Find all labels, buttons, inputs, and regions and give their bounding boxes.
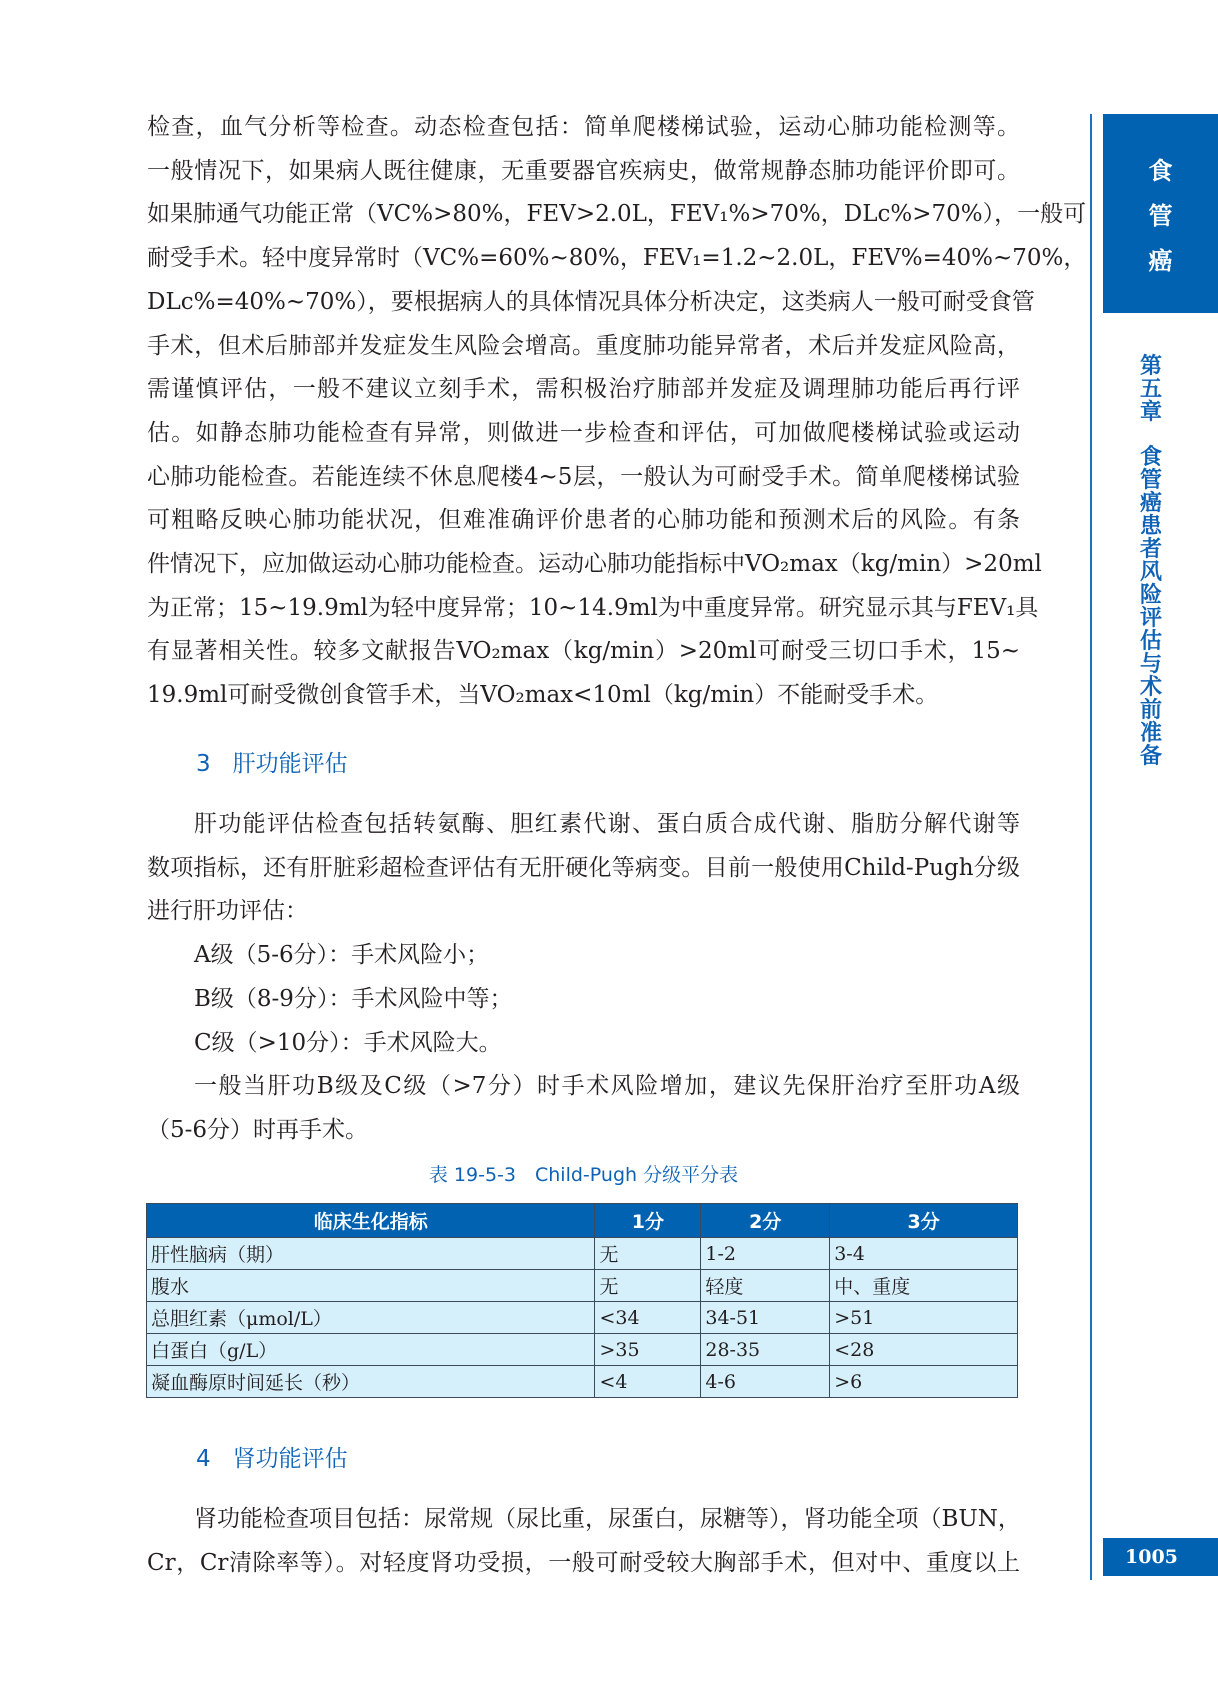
- table-cell: 无: [595, 1270, 701, 1302]
- text-line: 进行肝功评估：: [147, 898, 308, 925]
- table-cell: <4: [595, 1366, 701, 1398]
- section-heading-kidney: 4 肾功能评估: [196, 1446, 348, 1472]
- table-cell: <34: [595, 1302, 701, 1334]
- chapter-number: 第五章: [1139, 353, 1162, 425]
- table-row: [147, 1270, 1018, 1302]
- chapter-running-head: [1136, 355, 1166, 768]
- table-cell: 白蛋白（g/L）: [147, 1334, 595, 1366]
- table-cell: 34-51: [701, 1302, 830, 1334]
- table-cell: 中、重度: [830, 1270, 1018, 1302]
- book-title-tab: [1103, 114, 1218, 313]
- text-line: B级（8-9分）：手术风险中等；: [194, 985, 513, 1012]
- table-cell: >51: [830, 1302, 1018, 1334]
- table-cell: 肝性脑病（期）: [147, 1238, 595, 1270]
- table-cell: 无: [595, 1238, 701, 1270]
- table-cell: 1-2: [701, 1238, 830, 1270]
- table-cell: 腹水: [147, 1270, 595, 1302]
- text-line: 如果肺通气功能正常（VC%>80%，FEV>2.0L，FEV₁%>70%，DLc%>70%），一般可: [147, 201, 1087, 228]
- text-line: 一般情况下，如果病人既往健康，无重要器官疾病史，做常规静态肺功能评价即可。: [147, 157, 1020, 184]
- table-cell: >6: [830, 1366, 1018, 1398]
- text-line: 肾功能检查项目包括：尿常规（尿比重，尿蛋白，尿糖等），肾功能全项（BUN，: [194, 1506, 1021, 1532]
- text-line: Cr，Cr清除率等）。对轻度肾功受损，一般可耐受较大胸部手术，但对中、重度以上: [147, 1549, 1020, 1576]
- text-line: 件情况下，应加做运动心肺功能检查。运动心肺功能指标中VO₂max（kg/min）>20ml: [147, 551, 1042, 577]
- chapter-title: 食管癌患者风险评估与术前准备: [1139, 444, 1162, 769]
- text-line: 一般当肝功B级及C级（>7分）时手术风险增加，建议先保肝治疗至肝功A级: [194, 1073, 1020, 1100]
- text-line: （5-6分）时再手术。: [147, 1116, 369, 1143]
- col-header: 临床生化指标: [147, 1204, 595, 1238]
- text-line: DLc%=40%~70%），要根据病人的具体情况具体分析决定，这类病人一般可耐受食管: [147, 288, 1035, 315]
- table-row: [147, 1238, 1018, 1270]
- text-line: 检查，血气分析等检查。动态检查包括：简单爬楼梯试验，运动心肺功能检测等。: [147, 114, 1020, 140]
- text-line: A级（5-6分）：手术风险小；: [194, 942, 490, 969]
- text-line: C级（>10分）：手术风险大。: [194, 1029, 502, 1056]
- table-cell: >35: [595, 1334, 701, 1366]
- table-cell: 4-6: [701, 1366, 830, 1398]
- text-line: 19.9ml可耐受微创食管手术，当VO₂max<10ml（kg/min）不能耐受手术。: [147, 682, 939, 709]
- table-cell: 3-4: [830, 1238, 1018, 1270]
- col-header: 2分: [701, 1204, 830, 1238]
- col-header: 1分: [595, 1204, 701, 1238]
- table-row: [147, 1334, 1018, 1366]
- text-line: 数项指标，还有肝脏彩超检查评估有无肝硬化等病变。目前一般使用Child-Pugh分级: [147, 854, 1020, 881]
- text-line: 肝功能评估检查包括转氨酶、胆红素代谢、蛋白质合成代谢、脂肪分解代谢等: [194, 811, 1020, 837]
- table-row: [147, 1302, 1018, 1334]
- text-line: 为正常；15~19.9ml为轻中度异常；10~14.9ml为中重度异常。研究显示其与FEV₁具: [147, 594, 1039, 621]
- tab-char: 癌: [1148, 247, 1173, 275]
- table-cell: 总胆红素（μmol/L）: [147, 1302, 595, 1334]
- table-cell: 28-35: [701, 1334, 830, 1366]
- tab-char: 管: [1148, 202, 1173, 230]
- text-line: 有显著相关性。较多文献报告VO₂max（kg/min）>20ml可耐受三切口手术，15~: [147, 638, 1020, 665]
- text-line: 估。如静态肺功能检查有异常，则做进一步检查和评估，可加做爬楼梯试验或运动: [147, 419, 1020, 446]
- text-line: 需谨慎评估，一般不建议立刻手术，需积极治疗肺部并发症及调理肺功能后再行评: [147, 376, 1020, 403]
- text-line: 手术，但术后肺部并发症发生风险会增高。重度肺功能异常者，术后并发症风险高，: [147, 332, 1020, 359]
- child-pugh-table: [146, 1203, 1018, 1398]
- table-cell: <28: [830, 1334, 1018, 1366]
- tab-char: 食: [1148, 157, 1173, 185]
- table-row: [147, 1366, 1018, 1398]
- table-cell: 凝血酶原时间延长（秒）: [147, 1366, 595, 1398]
- text-line: 可粗略反映心肺功能状况，但难准确评价患者的心肺功能和预测术后的风险。有条: [147, 507, 1020, 534]
- table-caption: 表 19-5-3 Child-Pugh 分级平分表: [428, 1164, 739, 1186]
- text-line: 耐受手术。轻中度异常时（VC%=60%~80%，FEV₁=1.2~2.0L，FEV%=40%~70%，: [147, 245, 1087, 272]
- text-line: 心肺功能检查。若能连续不休息爬楼4~5层，一般认为可耐受手术。简单爬楼梯试验: [147, 463, 1020, 490]
- margin-rule: [1090, 114, 1092, 1580]
- section-heading-liver: 3 肝功能评估: [196, 751, 348, 777]
- page-number: 1005: [1103, 1538, 1218, 1576]
- table-cell: 轻度: [701, 1270, 830, 1302]
- col-header: 3分: [830, 1204, 1018, 1238]
